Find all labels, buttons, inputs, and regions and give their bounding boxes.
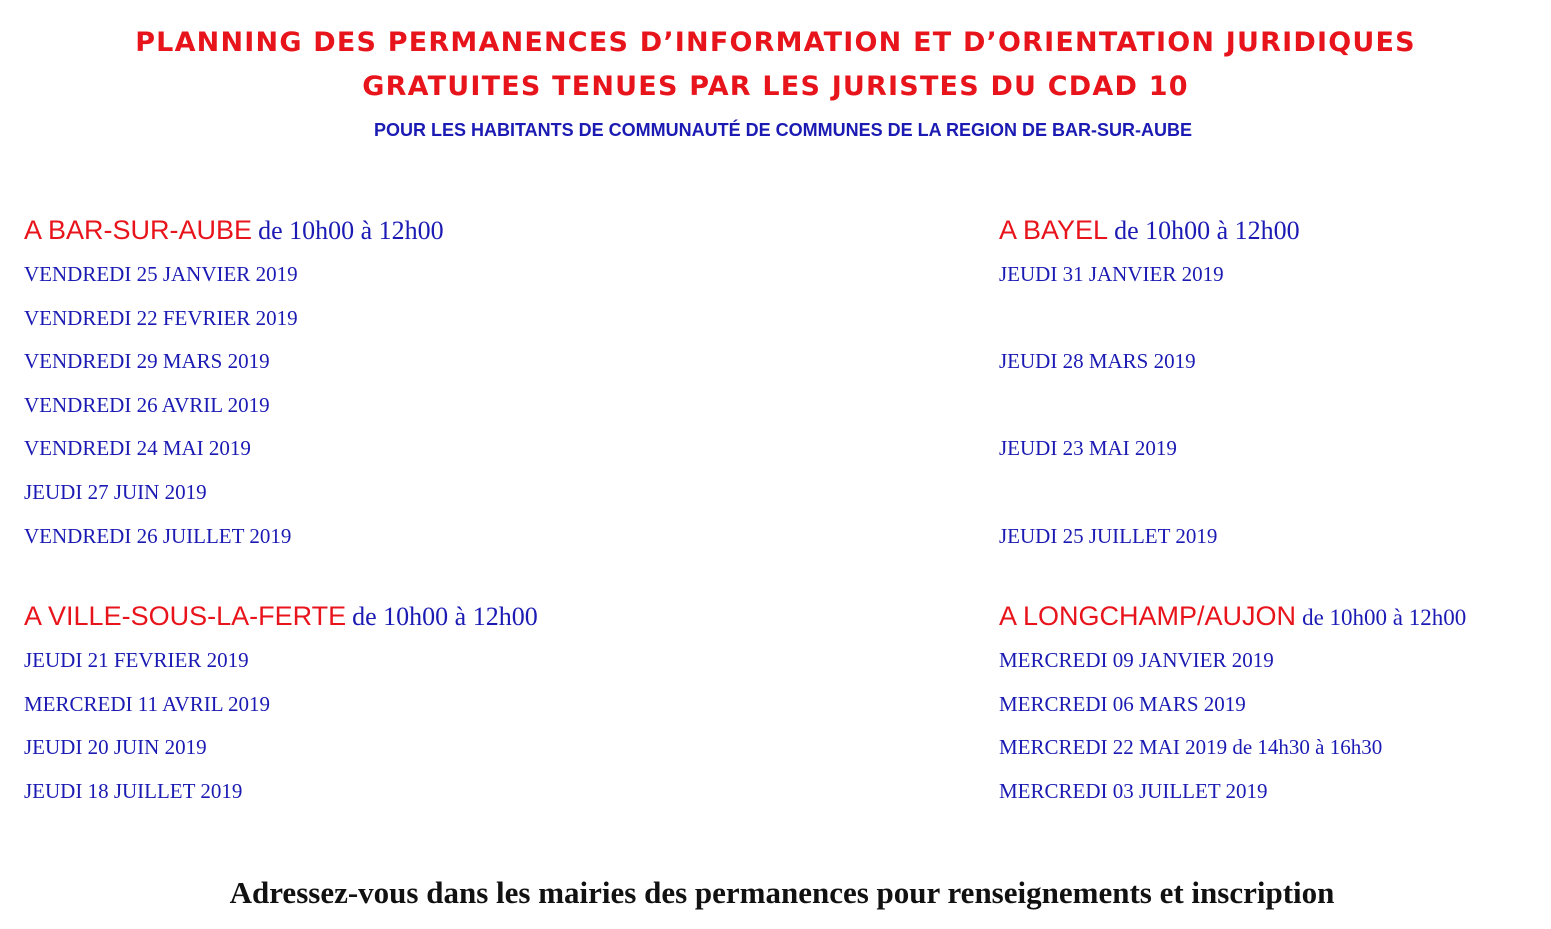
- date-item: MERCREDI 03 JUILLET 2019: [999, 778, 1268, 803]
- date-item: MERCREDI 09 JANVIER 2019: [999, 648, 1274, 672]
- date-item: JEUDI 18 JUILLET 2019: [24, 778, 243, 803]
- date-item: JEUDI 23 MAI 2019: [999, 436, 1177, 461]
- date-item: JEUDI 28 MARS 2019: [999, 349, 1196, 374]
- section-place: A VILLE-SOUS-LA-FERTE: [24, 601, 347, 631]
- date-list: [999, 261, 1300, 566]
- date-item: JEUDI 20 JUIN 2019: [24, 735, 207, 760]
- section-time: de 10h00 à 12h00: [1114, 216, 1300, 245]
- date-item: JEUDI 21 FEVRIER 2019: [24, 648, 249, 672]
- section-bar-sur-aube: [24, 212, 444, 566]
- date-item: VENDREDI 26 JUILLET 2019: [24, 523, 292, 548]
- section-time: de 10h00 à 12h00: [1302, 605, 1467, 630]
- section-heading: [24, 598, 538, 634]
- section-bayel: [999, 212, 1300, 566]
- date-list: [24, 647, 538, 821]
- section-time: de 10h00 à 12h00: [352, 602, 538, 631]
- date-item: JEUDI 27 JUIN 2019: [24, 479, 207, 504]
- subtitle: POUR LES HABITANTS DE COMMUNAUTÉ DE COMMUNES DE LA REGION DE BAR-SUR-AUBE: [373, 120, 1192, 140]
- date-item: VENDREDI 22 FEVRIER 2019: [24, 305, 298, 330]
- section-ville-sous-la-ferte: [24, 598, 538, 821]
- section-heading: [999, 212, 1300, 248]
- date-item: [999, 392, 1300, 436]
- date-item: MERCREDI 11 AVRIL 2019: [24, 691, 270, 716]
- section-heading: [999, 598, 1466, 634]
- date-list: [999, 647, 1466, 821]
- section-longchamp-aujon: [999, 598, 1466, 821]
- date-item: JEUDI 25 JUILLET 2019: [999, 523, 1218, 548]
- section-heading: [24, 212, 444, 248]
- date-item: MERCREDI 06 MARS 2019: [999, 691, 1246, 716]
- section-place: A LONGCHAMP/AUJON: [999, 601, 1297, 631]
- date-item: VENDREDI 25 JANVIER 2019: [24, 262, 298, 286]
- section-place: A BAR-SUR-AUBE: [24, 215, 253, 245]
- date-item: VENDREDI 24 MAI 2019: [24, 436, 251, 461]
- section-place: A BAYEL: [999, 215, 1109, 245]
- date-item: VENDREDI 26 AVRIL 2019: [24, 392, 270, 417]
- date-item: VENDREDI 29 MARS 2019: [24, 349, 270, 374]
- date-item: [999, 305, 1300, 349]
- title-line-2: GRATUITES TENUES PAR LES JURISTES DU CDAD 10: [362, 71, 1189, 102]
- section-time: de 10h00 à 12h00: [258, 216, 444, 245]
- date-item: MERCREDI 22 MAI 2019 de 14h30 à 16h30: [999, 735, 1383, 760]
- footer-note: Adressez-vous dans les mairies des permanences pour renseignements et inscription: [229, 875, 1335, 910]
- date-item: [999, 479, 1300, 523]
- title-line-1: PLANNING DES PERMANENCES D’INFORMATION ET D’ORIENTATION JURIDIQUES: [135, 27, 1416, 58]
- date-item: JEUDI 31 JANVIER 2019: [999, 262, 1224, 286]
- date-list: [24, 261, 444, 566]
